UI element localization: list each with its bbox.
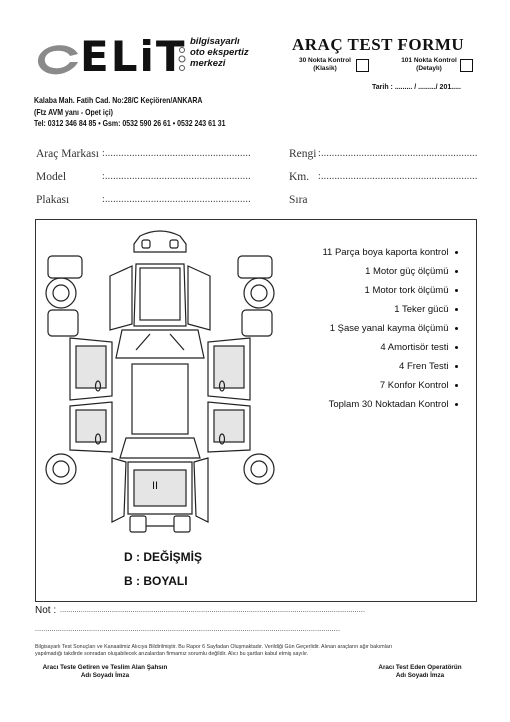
field-color-label: Rengi	[289, 148, 317, 160]
field-model-label: Model	[36, 171, 67, 183]
feature-item: 11 Parça boya kaporta kontrol	[322, 247, 458, 258]
disclaimer-text: Bilgisayarlı Test Sonuçları ve Kanaatimiz Alıcıya Bildirilmiştir. Bu Rapor 6 Sayfadan Oluşmaktadır. Verildiği Gün Geçerlidir. Alınan araçların ağır bakımları yapılmadığı takdirde sonradan oluşabilecek arızalardan firmamız sorumlu değildir. Alıcı bu şartları kabul etmiş sayılır.	[35, 644, 393, 657]
option-101-checkbox[interactable]	[460, 59, 473, 72]
form-title: ARAÇ TEST FORMU	[292, 35, 465, 54]
field-plate-input[interactable]: :......................................................	[102, 194, 251, 205]
trunk-mark: II	[152, 480, 159, 492]
brand-subtitle: bilgisayarlı oto ekspertiz merkezi	[190, 36, 249, 69]
field-model-input[interactable]: :......................................................	[102, 171, 251, 182]
brand-swirl-icon	[34, 40, 82, 80]
note-line-1[interactable]: ...................................................................................................................................................	[60, 605, 366, 614]
field-order-label: Sıra	[289, 194, 308, 206]
field-color-input[interactable]: :..........................................................	[318, 148, 478, 159]
field-km-label: Km.	[289, 171, 310, 183]
swirl-decoration-icon	[176, 46, 188, 72]
feature-item: 1 Teker gücü	[394, 304, 458, 315]
feature-item: 1 Motor tork ölçümü	[365, 285, 458, 296]
option-30-label: 30 Nokta Kontrol (Klasik)	[298, 57, 351, 72]
legend-painted: B : BOYALI	[124, 574, 188, 588]
feature-item: 4 Amortisör testi	[380, 342, 458, 353]
feature-item: 4 Fren Testi	[399, 361, 458, 372]
signature-owner: Aracı Teste Getiren ve Teslim Alan Şahsın Adı Soyadı İmza	[42, 664, 168, 679]
signature-operator: Aracı Test Eden Operatörün Adı Soyadı İmza	[378, 664, 462, 679]
field-brand-label: Araç Markası	[36, 148, 99, 160]
field-plate-label: Plakası	[36, 194, 70, 206]
features-list	[290, 247, 458, 417]
note-line-2[interactable]: ...................................................................................................................................................	[35, 624, 341, 633]
note-label: Not :	[35, 605, 57, 616]
address-block: Kalaba Mah. Fatih Cad. No:28/C Keçiören/ANKARA (Ftz AVM yanı - Opet içi) Tel: 0312 346 84 85 • Gsm: 0532 590 26 61 • 0532 243 61 31	[34, 95, 226, 128]
option-101-label: 101 Nokta Kontrol (Detaylı)	[401, 57, 457, 72]
legend-changed: D : DEĞİŞMİŞ	[124, 550, 203, 564]
date-field[interactable]: Tarih : ......... / ........./ 201.....	[372, 84, 461, 91]
car-body-diagram[interactable]	[40, 226, 280, 536]
feature-item: 7 Konfor Kontrol	[380, 380, 458, 391]
field-brand-input[interactable]: :......................................................	[102, 148, 251, 159]
brand-name: ELiT	[80, 32, 187, 81]
option-30-checkbox[interactable]	[356, 59, 369, 72]
feature-item: Toplam 30 Noktadan Kontrol	[329, 399, 458, 410]
feature-item: 1 Motor güç ölçümü	[365, 266, 458, 277]
field-km-input[interactable]: :..........................................................	[318, 171, 478, 182]
feature-item: 1 Şase yanal kayma ölçümü	[330, 323, 458, 334]
